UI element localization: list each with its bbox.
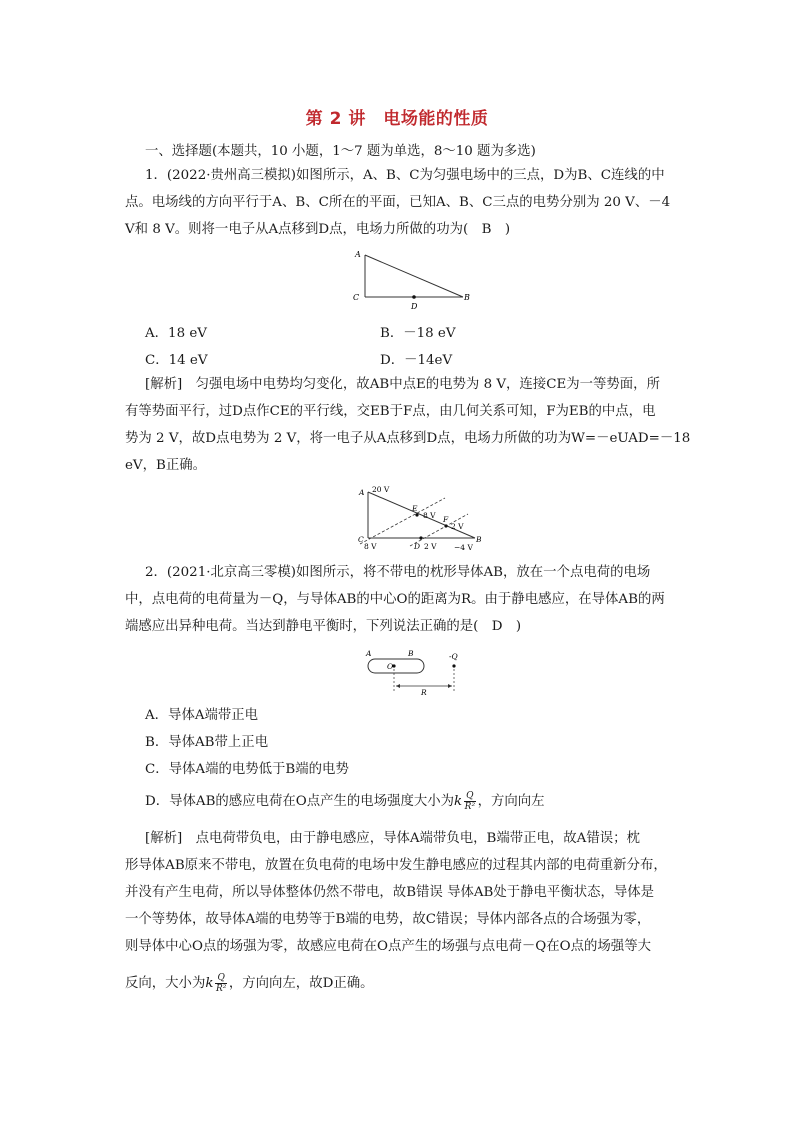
q2-option-d-direction: ，方向向左 [477, 794, 545, 809]
q1-line-2: 点。电场线的方向平行于A、B、C所在的平面，已知A、B、C三点的电势分别为 20 V、－4 [125, 195, 671, 210]
q1-analysis-4: eV，B正确。 [125, 458, 206, 473]
fig3-label-r: R [421, 688, 427, 697]
q2-line-3: 端感应出异种电荷。当达到静电平衡时，下列说法正确的是( D ) [125, 619, 522, 634]
q1-line-3: V和 8 V。则将一电子从A点移到D点，电场力所做的功为( B ) [125, 222, 511, 237]
fig2-label-f: F [443, 515, 449, 524]
fig2-volt-8a: 8 V [423, 511, 436, 520]
q2-option-c: C．导体A端的电势低于B端的电势 [145, 762, 349, 777]
fig2-volt-2b: 2 V [424, 542, 437, 551]
q2-analysis-6-denominator: R² [215, 984, 227, 994]
fig3-label-a: A [366, 649, 372, 658]
fig2-label-d: D [414, 542, 421, 551]
q2-option-a: A．导体A端带正电 [145, 708, 259, 723]
q2-analysis-6 [125, 970, 374, 998]
q1-option-d: D．－14eV [380, 353, 453, 368]
fig2-label-a: A [359, 488, 365, 497]
q1-analysis-1: [解析] 匀强电场中电势均匀变化，故AB中点E的电势为 8 V，连接CE为一等势面，所 [145, 377, 660, 392]
q2-option-d [145, 788, 545, 816]
q1-line-1: 1．(2022·贵州高三模拟)如图所示，A、B、C为匀强电场中的三点，D为B、C连线的中 [145, 168, 665, 183]
q2-option-b: B．导体AB带上正电 [145, 735, 269, 750]
q2-conductor-figure [360, 645, 470, 697]
fig2-label-c: C [358, 535, 364, 544]
q2-option-d-fraction [464, 791, 475, 812]
fig2-label-b: B [476, 535, 482, 544]
q2-analysis-1: [解析] 点电荷带负电，由于静电感应，导体A端带负电，B端带正电，故A错误；枕 [145, 831, 640, 846]
fig1-label-d: D [411, 302, 418, 311]
fig2-volt-2a: 2 V [451, 522, 464, 531]
q2-analysis-5: 则导体中心O点的场强为零，故感应电荷在O点产生的场强与点电荷－Q在O点的场强等大 [125, 939, 651, 954]
q2-line-1: 2．(2021·北京高三零模)如图所示，将不带电的枕形导体AB，放在一个点电荷的电场 [145, 565, 651, 580]
lesson-title: 第 2 讲 电场能的性质 [305, 109, 489, 129]
q2-option-d-k: k [454, 794, 463, 809]
q2-option-d-denominator: R² [464, 802, 476, 812]
fig1-label-b: B [464, 293, 470, 302]
q2-analysis-4: 一个等势体，故导体A端的电势等于B端的电势，故C错误；导体内部各点的合场强为零， [125, 912, 651, 927]
fig1-label-a: A [355, 250, 361, 259]
q1-option-a: A．18 eV [145, 326, 207, 341]
q2-analysis-6-numerator: Q [217, 973, 225, 983]
q1-triangle-figure [345, 245, 475, 315]
q2-analysis-6-text: 反向，大小为 [125, 976, 206, 991]
fig3-label-q: -Q [449, 652, 458, 661]
q2-analysis-6-k: k [205, 976, 214, 991]
section-heading: 一、选择题(本题共，10 小题，1～7 题为单选，8～10 题为多选) [145, 144, 536, 159]
q1-analysis-2: 有等势面平行，过D点作CE的平行线，交EB于F点，由几何关系可知，F为EB的中点，电 [125, 404, 656, 419]
fig2-label-e: E [412, 504, 418, 513]
q2-analysis-6-fraction [215, 973, 226, 994]
q1-option-b: B．－18 eV [380, 326, 456, 341]
fig1-label-c: C [353, 293, 360, 302]
fig2-volt-m4: −4 V [454, 543, 473, 552]
q2-line-2: 中，点电荷的电荷量为－Q，与导体AB的中心O的距离为R。由于静电感应，在导体AB的两 [125, 592, 665, 607]
q2-option-d-text: D．导体AB的感应电荷在O点产生的电场强度大小为 [145, 794, 455, 809]
q2-analysis-2: 形导体AB原来不带电，放置在负电荷的电场中发生静电感应的过程其内部的电荷重新分布， [125, 858, 667, 873]
q1-analysis-3: 势为 2 V，故D点电势为 2 V，将一电子从A点移到D点，电场力所做的功为W=－eUAD=－18 [125, 431, 691, 446]
q2-option-d-numerator: Q [466, 791, 474, 801]
fig3-label-o: O [387, 662, 394, 671]
fig2-volt-8b: 8 V [364, 542, 377, 551]
fig3-label-b: B [408, 649, 414, 658]
q1-equipotential-figure [350, 478, 485, 558]
q2-analysis-6-conclusion: ，方向向左，故D正确。 [228, 976, 374, 991]
q2-analysis-3: 并没有产生电荷，所以导体整体仍然不带电，故B错误 导体AB处于静电平衡状态，导体是 [125, 885, 655, 900]
q1-option-c: C．14 eV [145, 353, 208, 368]
fig2-volt-20: 20 V [372, 485, 390, 494]
